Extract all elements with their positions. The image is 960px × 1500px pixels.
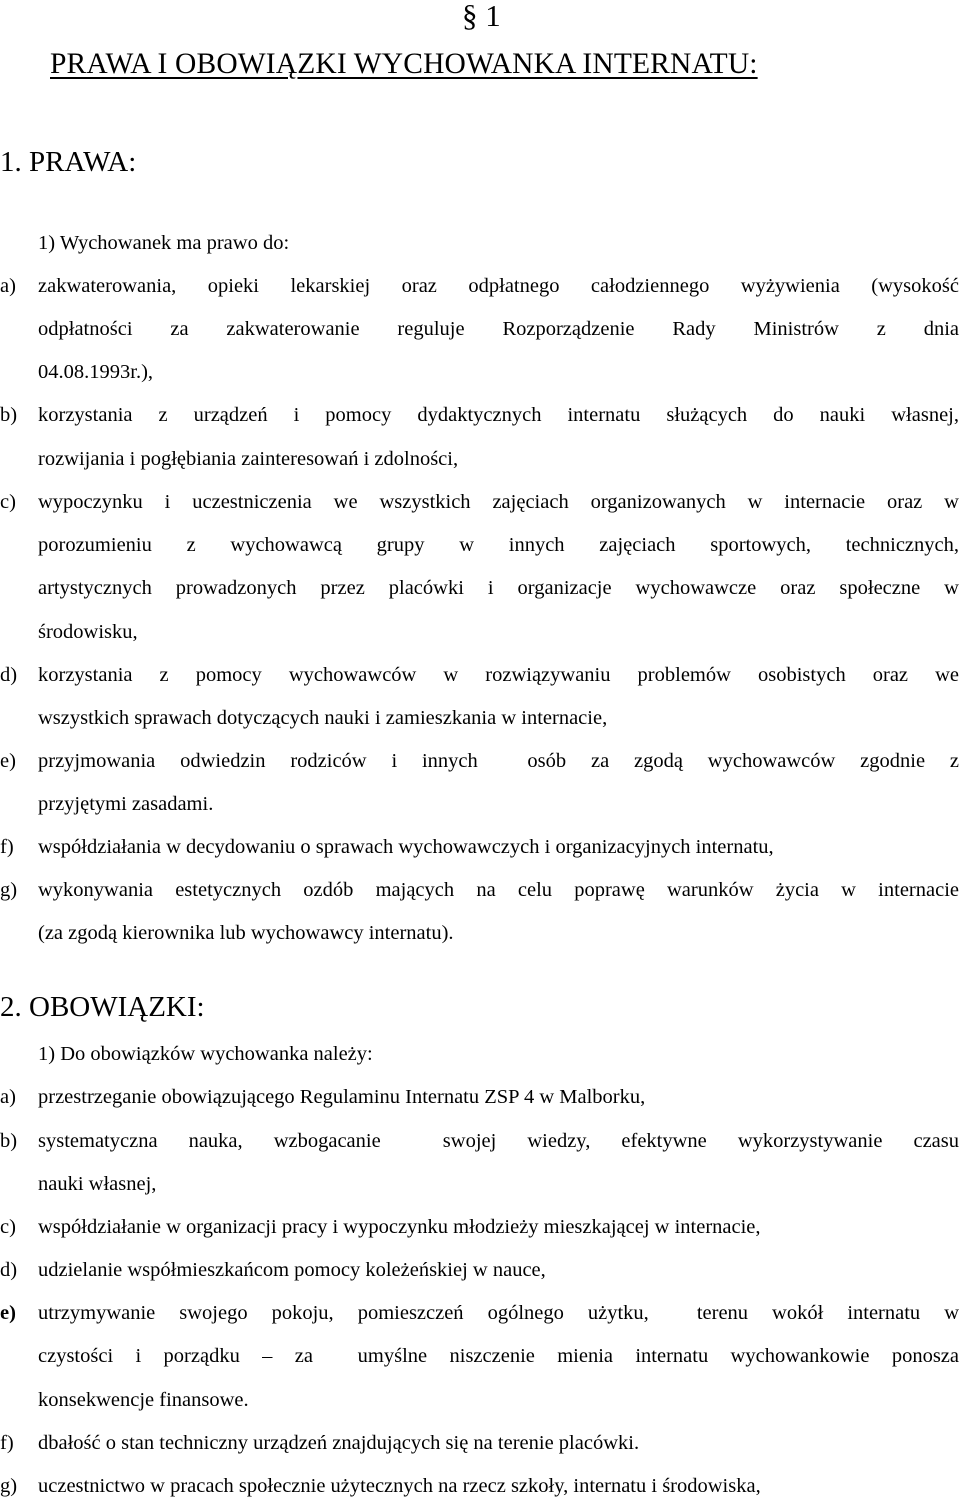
rights-heading: 1. PRAWA: [0, 146, 137, 178]
item-line: nauki własnej, [38, 1173, 157, 1195]
item-line: korzystania z urządzeń i pomocy dydaktycznych internatu służących do nauki własnej, [38, 404, 959, 426]
item-letter: f) [0, 1432, 14, 1454]
item-letter: g) [0, 1475, 18, 1497]
item-line: wszystkich sprawach dotyczących nauki i zamieszkania w internacie, [38, 707, 608, 729]
item-line: uczestnictwo w pracach społecznie użytecznych na rzecz szkoły, internatu i środowiska, [38, 1475, 761, 1497]
duties-heading: 2. OBOWIĄZKI: [0, 991, 205, 1023]
item-letter: a) [0, 1086, 16, 1108]
item-line: (za zgodą kierownika lub wychowawcy internatu). [38, 922, 454, 944]
item-line: przyjmowania odwiedzin rodziców i innych osób za zgodą wychowawców zgodnie z [38, 750, 959, 772]
page-title: PRAWA I OBOWIĄZKI WYCHOWANKA INTERNATU: [50, 48, 758, 80]
item-line: porozumieniu z wychowawcą grupy w innych zajęciach sportowych, technicznych, [38, 534, 959, 556]
item-line: utrzymywanie swojego pokoju, pomieszczeń ogólnego użytku, terenu wokół internatu w [38, 1302, 959, 1324]
item-letter: e) [0, 750, 16, 772]
duties-intro: 1) Do obowiązków wychowanka należy: [38, 1043, 373, 1065]
item-line: środowisku, [38, 621, 138, 643]
item-line: czystości i porządku – za umyślne niszczenie mienia internatu wychowankowie ponosza [38, 1345, 959, 1367]
item-line: odpłatności za zakwaterowanie reguluje Rozporządzenie Rady Ministrów z dnia [38, 318, 959, 340]
item-line: systematyczna nauka, wzbogacanie swojej wiedzy, efektywne wykorzystywanie czasu [38, 1130, 959, 1152]
section-mark: § 1 [462, 0, 501, 33]
item-line: 04.08.1993r.), [38, 361, 154, 383]
item-letter: d) [0, 664, 18, 686]
item-letter: b) [0, 1130, 18, 1152]
item-letter: b) [0, 404, 18, 426]
item-line: wypoczynku i uczestniczenia we wszystkich zajęciach organizowanych w internacie oraz w [38, 491, 959, 513]
item-line: korzystania z pomocy wychowawców w rozwiązywaniu problemów osobistych oraz we [38, 664, 959, 686]
item-letter: c) [0, 491, 16, 513]
item-line: przyjętymi zasadami. [38, 793, 214, 815]
item-line: artystycznych prowadzonych przez placówki i organizacje wychowawcze oraz społeczne w [38, 577, 959, 599]
item-line: konsekwencje finansowe. [38, 1389, 249, 1411]
item-letter: a) [0, 275, 16, 297]
item-letter: g) [0, 879, 18, 901]
item-line: wykonywania estetycznych ozdób mających na celu poprawę warunków życia w internacie [38, 879, 959, 901]
item-line: rozwijania i pogłębiania zainteresowań i zdolności, [38, 448, 459, 470]
item-letter: e) [0, 1302, 16, 1324]
item-letter: f) [0, 836, 14, 858]
item-letter: c) [0, 1216, 16, 1238]
rights-intro: 1) Wychowanek ma prawo do: [38, 232, 290, 254]
item-line: przestrzeganie obowiązującego Regulaminu Internatu ZSP 4 w Malborku, [38, 1086, 646, 1108]
item-line: udzielanie współmieszkańcom pomocy koleżeńskiej w nauce, [38, 1259, 546, 1281]
item-line: współdziałanie w organizacji pracy i wypoczynku młodzieży mieszkającej w internacie, [38, 1216, 761, 1238]
item-letter: d) [0, 1259, 18, 1281]
item-line: dbałość o stan techniczny urządzeń znajdujących się na terenie placówki. [38, 1432, 640, 1454]
item-line: zakwaterowania, opieki lekarskiej oraz odpłatnego całodziennego wyżywienia (wysokość [38, 275, 959, 297]
item-line: współdziałania w decydowaniu o sprawach wychowawczych i organizacyjnych internatu, [38, 836, 774, 858]
